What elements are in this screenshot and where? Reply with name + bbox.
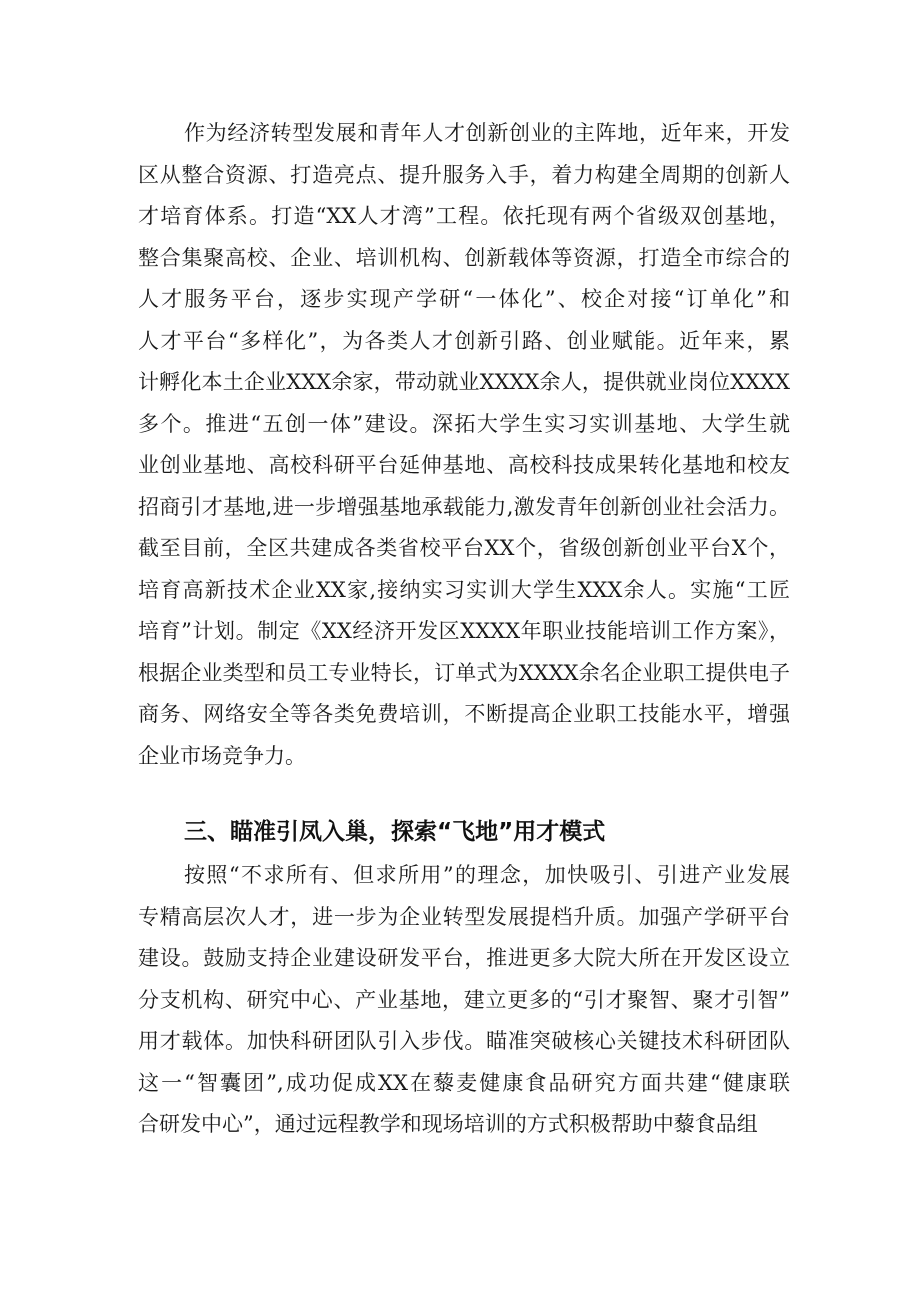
text-line: 建设。鼓励支持企业建设研发平台，推进更多大院大所在开发区设立 (138, 946, 790, 970)
text-line: 培育高新技术企业XX家,接纳实习实训大学生XXX余人。实施“工匠 (138, 577, 790, 602)
text-line: 区从整合资源、打造亮点、提升服务入手，着力构建全周期的创新人 (138, 162, 790, 187)
text-line: 这一“智囊团”,成功促成XX在藜麦健康食品研究方面共建“健康联 (138, 1070, 790, 1095)
text-line: 人才服务平台，逐步实现产学研“一体化”、校企对接“订单化”和 (138, 287, 790, 311)
text-line: 培育”计划。制定《XX经济开发区XXXX年职业技能培训工作方案》， (138, 619, 790, 643)
text-line: 根据企业类型和员工专业特长，订单式为XXXX余名企业职工提供电子 (138, 660, 790, 685)
text-line: 才培育体系。打造“XX人才湾”工程。依托现有两个省级双创基地， (138, 204, 790, 228)
text-line: 整合集聚高校、企业、培训机构、创新载体等资源，打造全市综合的 (138, 245, 790, 270)
text-line: 人才平台“多样化”，为各类人才创新引路、创业赋能。近年来，累 (138, 328, 790, 353)
text-line: 业创业基地、高校科研平台延伸基地、高校科技成果转化基地和校友 (138, 453, 790, 477)
text-line: 计孵化本土企业XXX余家，带动就业XXXX余人，提供就业岗位XXXX (138, 370, 790, 394)
text-line: 多个。推进“五创一体”建设。深拓大学生实习实训基地、大学生就 (138, 411, 790, 436)
text-line: 按照“不求所有、但求所用”的理念，加快吸引、引进产业发展 (184, 863, 790, 887)
text-line: 专精高层次人才，进一步为企业转型发展提档升质。加强产学研平台 (138, 904, 790, 929)
text-line: 作为经济转型发展和青年人才创新创业的主阵地，近年来，开发 (184, 121, 790, 145)
text-line: 企业市场竞争力。 (138, 743, 306, 768)
text-line: 招商引才基地,进一步增强基地承载能力,激发青年创新创业社会活力。 (138, 494, 790, 519)
text-line: 用才载体。加快科研团队引入步伐。瞄准突破核心关键技术科研团队 (138, 1029, 790, 1053)
text-line: 合研发中心”，通过远程教学和现场培训的方式积极帮助中藜食品组 (138, 1112, 758, 1136)
text-line: 截至目前，全区共建成各类省校平台XX个，省级创新创业平台X个， (138, 536, 790, 560)
section-heading: 三、瞄准引凤入巢，探索“飞地”用才模式 (184, 819, 606, 845)
text-line: 商务、网络安全等各类免费培训，不断提高企业职工技能水平，增强 (138, 702, 790, 726)
text-line: 分支机构、研究中心、产业基地，建立更多的“引才聚智、聚才引智” (138, 987, 790, 1012)
